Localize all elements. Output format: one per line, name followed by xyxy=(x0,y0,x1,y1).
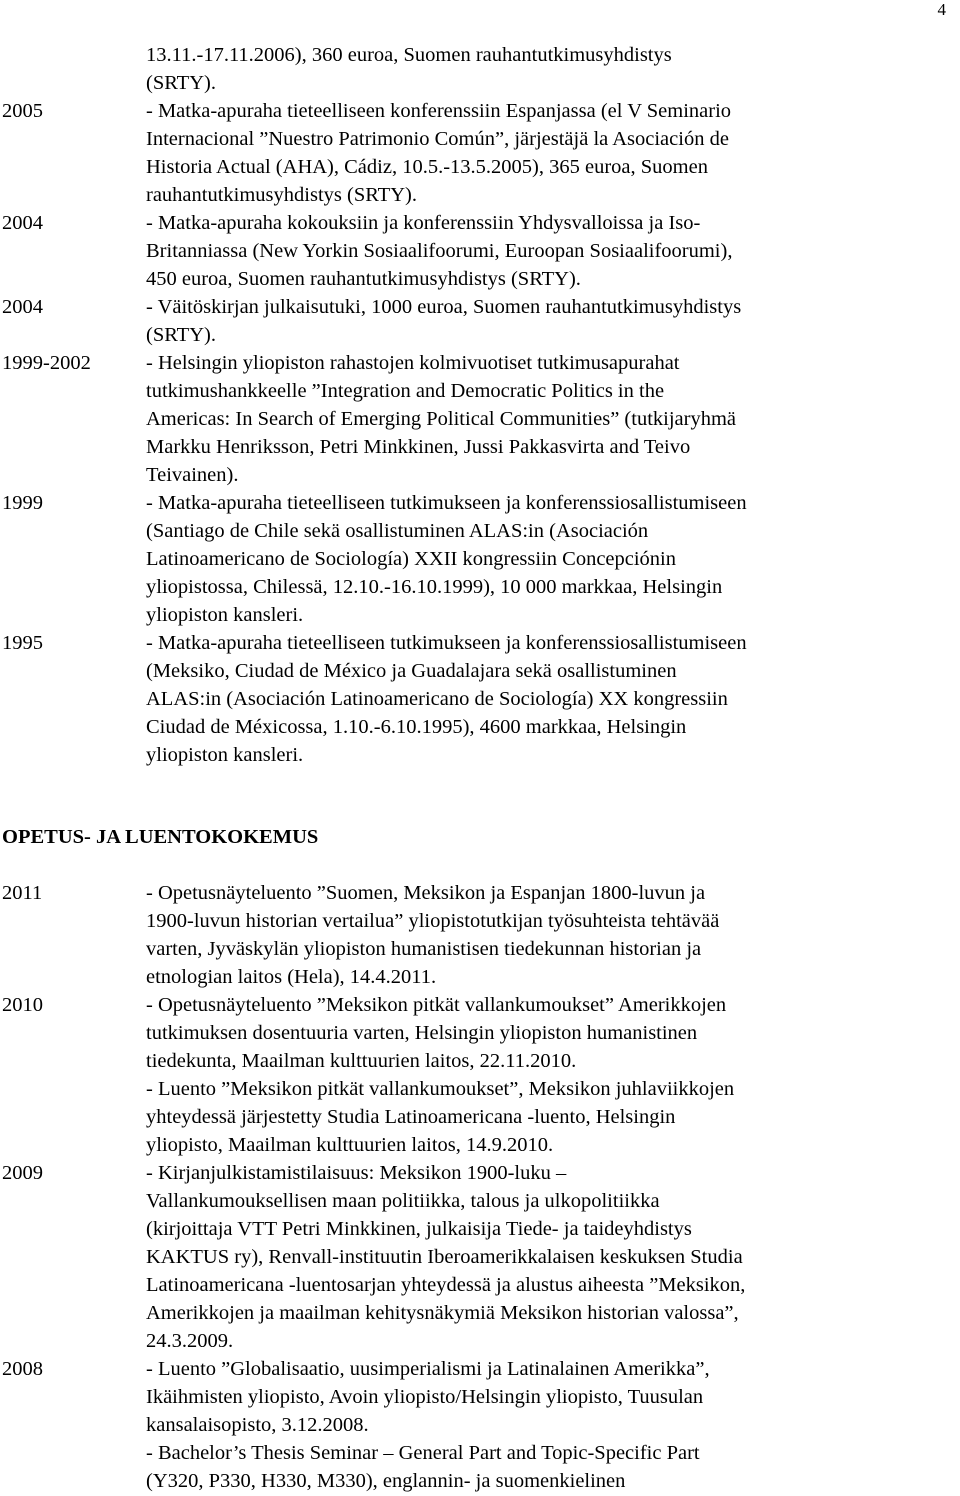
entry-year: 2005 xyxy=(2,100,43,122)
entry-year: 2009 xyxy=(2,1162,43,1184)
entry-line: Ciudad de Méxicossa, 1.10.-6.10.1995), 4600 markkaa, Helsingin xyxy=(146,716,687,738)
entry-line: - Opetusnäyteluento ”Suomen, Meksikon ja Espanjan 1800-luvun ja xyxy=(146,882,706,904)
entry-line: - Matka-apuraha tieteelliseen konferenssiin Espanjassa (el V Seminario xyxy=(146,100,732,122)
grant-entry xyxy=(2,209,902,293)
entry-line: tutkimushankkeelle ”Integration and Democratic Politics in the xyxy=(146,380,665,402)
grant-entry xyxy=(2,629,902,769)
teaching-entry xyxy=(2,1159,902,1355)
entry-year: 2011 xyxy=(2,882,43,904)
entry-line: varten, Jyväskylän yliopiston humanistisen tiedekunnan historian ja xyxy=(146,938,702,960)
entry-line: yhteydessä järjestetty Studia Latinoamericana -luento, Helsingin xyxy=(146,1106,676,1128)
entry-line: 24.3.2009. xyxy=(146,1330,234,1352)
entry-line: Britanniassa (New Yorkin Sosiaalifoorumi, Euroopan Sosiaalifoorumi), xyxy=(146,240,733,262)
entry-line: - Luento ”Globalisaatio, uusimperialismi ja Latinalainen Amerikka”, xyxy=(146,1358,710,1380)
entry-line: 1900-luvun historian vertailua” yliopistotutkijan työsuhteista tehtävää xyxy=(146,910,720,932)
entry-year: 2004 xyxy=(2,296,43,318)
teaching-list xyxy=(2,879,902,1495)
entry-line: kansalaisopisto, 3.12.2008. xyxy=(146,1414,369,1436)
entry-line: 450 euroa, Suomen rauhantutkimusyhdistys (SRTY). xyxy=(146,268,581,290)
grant-entry xyxy=(2,41,902,97)
entry-line: (Santiago de Chile sekä osallistuminen ALAS:in (Asociación xyxy=(146,520,649,542)
grants-list xyxy=(2,41,902,769)
entry-description xyxy=(146,97,866,209)
entry-line: - Opetusnäyteluento ”Meksikon pitkät vallankumoukset” Amerikkojen xyxy=(146,994,727,1016)
entry-year: 1999-2002 xyxy=(2,352,91,374)
entry-description xyxy=(146,349,866,489)
entry-line: Teivainen). xyxy=(146,464,239,486)
entry-line: Markku Henriksson, Petri Minkkinen, Jussi Pakkasvirta and Teivo xyxy=(146,436,691,458)
entry-line: rauhantutkimusyhdistys (SRTY). xyxy=(146,184,417,206)
entry-line: Latinoamericano de Sociología) XXII kongressiin Concepciónin xyxy=(146,548,677,570)
entry-line: - Väitöskirjan julkaisutuki, 1000 euroa, Suomen rauhantutkimusyhdistys xyxy=(146,296,742,318)
entry-line: tiedekunta, Maailman kulttuurien laitos, 22.11.2010. xyxy=(146,1050,577,1072)
entry-line: - Helsingin yliopiston rahastojen kolmivuotiset tutkimusapurahat xyxy=(146,352,680,374)
grant-entry xyxy=(2,293,902,349)
entry-description xyxy=(146,1159,866,1355)
entry-line: 13.11.-17.11.2006), 360 euroa, Suomen rauhantutkimusyhdistys xyxy=(146,44,672,66)
entry-year: 2010 xyxy=(2,994,43,1016)
entry-line: (SRTY). xyxy=(146,72,216,94)
entry-line: - Matka-apuraha kokouksiin ja konferenssiin Yhdysvalloissa ja Iso- xyxy=(146,212,701,234)
page-number: 4 xyxy=(937,0,946,19)
grant-entry xyxy=(2,489,902,629)
entry-line: Amerikkojen ja maailman kehitysnäkymiä Meksikon historian valossa”, xyxy=(146,1302,739,1324)
entry-line: - Matka-apuraha tieteelliseen tutkimukseen ja konferenssiosallistumiseen xyxy=(146,632,747,654)
entry-line: yliopistossa, Chilessä, 12.10.-16.10.1999), 10 000 markkaa, Helsingin xyxy=(146,576,723,598)
grant-entry xyxy=(2,97,902,209)
entry-line: yliopiston kansleri. xyxy=(146,744,304,766)
grant-entry xyxy=(2,349,902,489)
entry-year xyxy=(2,41,146,97)
entry-year: 2004 xyxy=(2,212,43,234)
entry-line: yliopisto, Maailman kulttuurien laitos, 14.9.2010. xyxy=(146,1134,554,1156)
entry-line: Ikäihmisten yliopisto, Avoin yliopisto/Helsingin yliopisto, Tuusulan xyxy=(146,1386,704,1408)
entry-line: KAKTUS ry), Renvall-instituutin Iberoamerikkalaisen keskuksen Studia xyxy=(146,1246,743,1268)
entry-line: Vallankumouksellisen maan politiikka, talous ja ulkopolitiikka xyxy=(146,1190,660,1212)
entry-line: Latinoamericana -luentosarjan yhteydessä ja alustus aiheesta ”Meksikon, xyxy=(146,1274,746,1296)
entry-line: etnologian laitos (Hela), 14.4.2011. xyxy=(146,966,437,988)
entry-line: - Luento ”Meksikon pitkät vallankumoukset”, Meksikon juhlaviikkojen xyxy=(146,1078,735,1100)
entry-year: 2008 xyxy=(2,1358,43,1380)
entry-line: - Bachelor’s Thesis Seminar – General Part and Topic-Specific Part xyxy=(146,1442,700,1464)
teaching-entry xyxy=(2,991,902,1159)
entry-description xyxy=(146,991,866,1159)
entry-description xyxy=(146,41,866,97)
entry-line: Americas: In Search of Emerging Political Communities” (tutkijaryhmä xyxy=(146,408,736,430)
entry-line: (kirjoittaja VTT Petri Minkkinen, julkaisija Tiede- ja taideyhdistys xyxy=(146,1218,692,1240)
entry-line: - Kirjanjulkistamistilaisuus: Meksikon 1900-luku – xyxy=(146,1162,567,1184)
entry-description xyxy=(146,293,866,349)
entry-line: Historia Actual (AHA), Cádiz, 10.5.-13.5.2005), 365 euroa, Suomen xyxy=(146,156,708,178)
entry-description xyxy=(146,629,866,769)
teaching-entry xyxy=(2,879,902,991)
entry-line: (Y320, P330, H330, M330), englannin- ja suomenkielinen xyxy=(146,1470,626,1492)
entry-description xyxy=(146,879,866,991)
entry-year: 1995 xyxy=(2,632,43,654)
entry-line: tutkimuksen dosentuuria varten, Helsingin yliopiston humanistinen xyxy=(146,1022,698,1044)
section-heading: OPETUS- JA LUENTOKOKEMUS xyxy=(2,826,319,848)
entry-line: Internacional ”Nuestro Patrimonio Común”, järjestäjä la Asociación de xyxy=(146,128,729,150)
entry-line: (SRTY). xyxy=(146,324,216,346)
entry-description xyxy=(146,1355,866,1495)
entry-line: yliopiston kansleri. xyxy=(146,604,304,626)
entry-description xyxy=(146,489,866,629)
entry-line: (Meksiko, Ciudad de México ja Guadalajara sekä osallistuminen xyxy=(146,660,677,682)
entry-description xyxy=(146,209,866,293)
entry-line: - Matka-apuraha tieteelliseen tutkimukseen ja konferenssiosallistumiseen xyxy=(146,492,747,514)
teaching-entry xyxy=(2,1355,902,1495)
entry-line: ALAS:in (Asociación Latinoamericano de Sociología) XX kongressiin xyxy=(146,688,728,710)
entry-year: 1999 xyxy=(2,492,43,514)
